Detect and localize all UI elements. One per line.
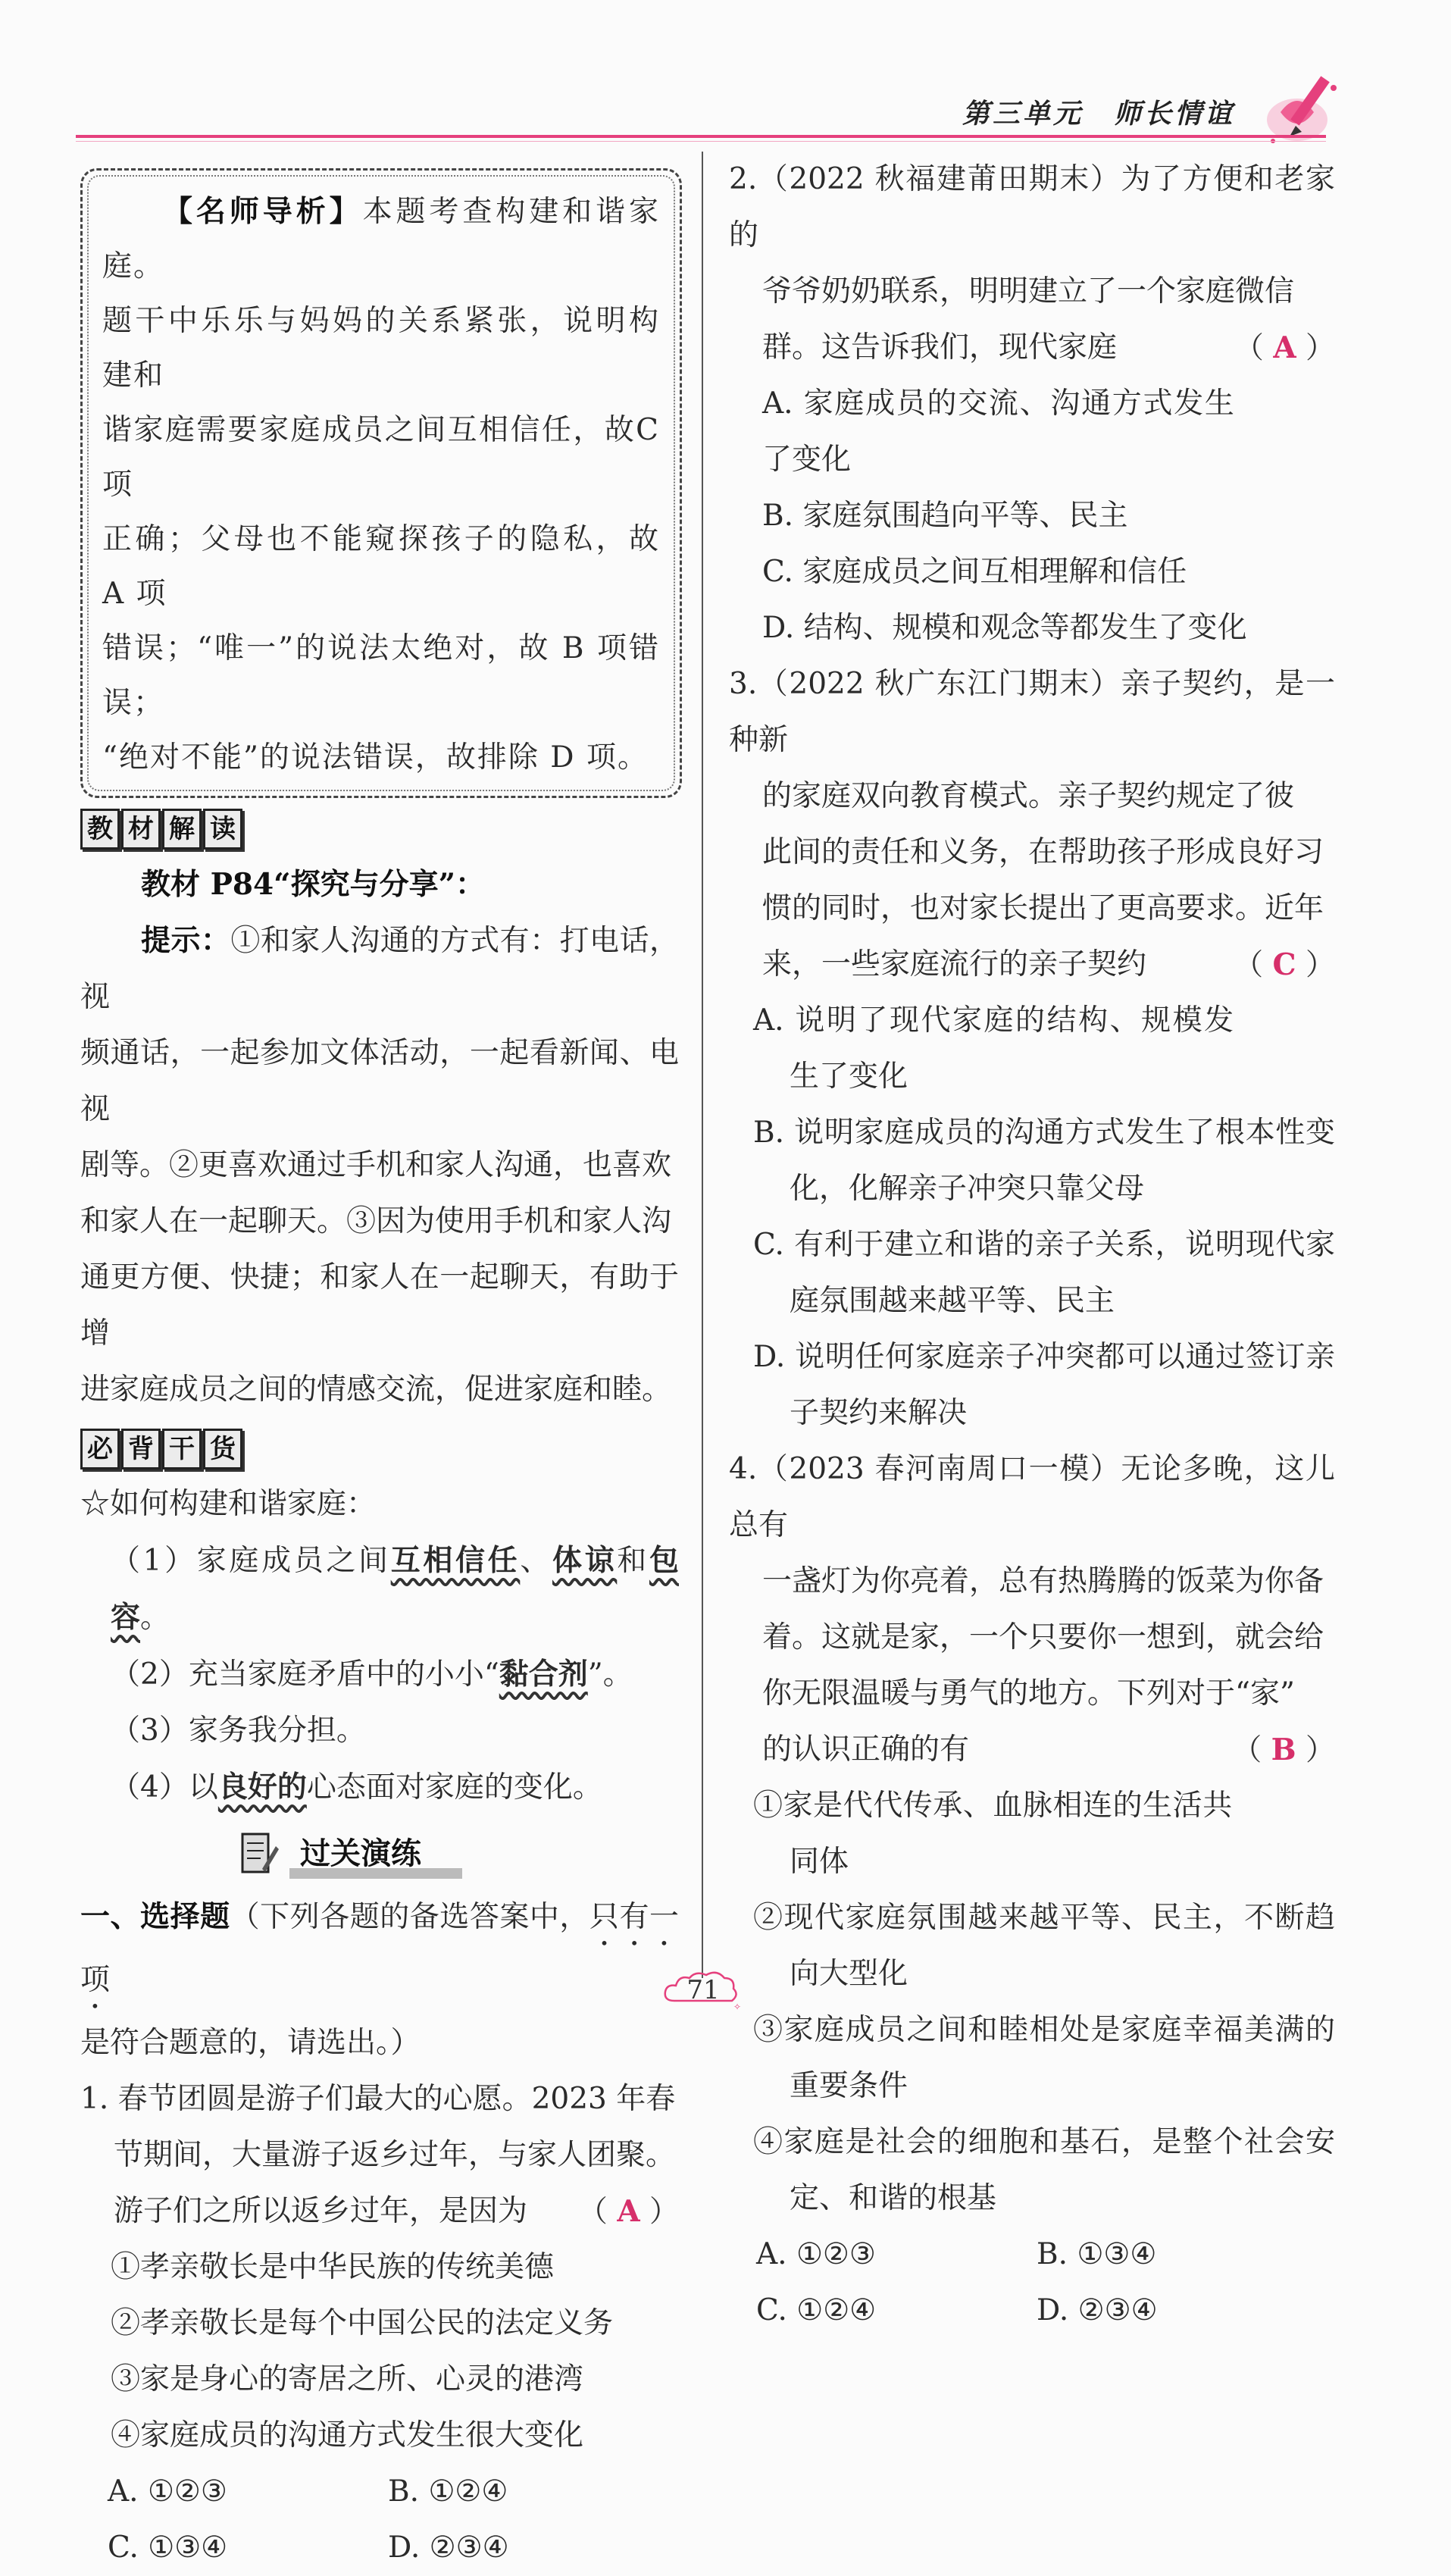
textbook-title: 教材 P84“探究与分享”： <box>141 867 486 902</box>
unit-title: 师长情谊 <box>1114 98 1236 130</box>
question-2: 2.（2022 秋福建莆田期末）为了方便和老家的 爷爷奶奶联系，明明建立了一个家庭微信 群。这告诉我们，现代家庭 （ A ） A. 家庭成员的交流、沟通方式发生了变化 B. 家庭氛围趋向平等、民主 C. 家庭成员之间互相理解和信任 D. 结构、规模和观念等都发生了变化 <box>729 162 1335 645</box>
column-divider <box>702 152 703 1978</box>
must-know-item: （3）家务我分担。 <box>111 1714 366 1748</box>
choice-a: A. ①②③ <box>756 2237 876 2271</box>
unit-label: 第三单元 <box>962 98 1084 130</box>
page-number: ✧ 71 <box>658 1967 749 2013</box>
header-rule-thin <box>76 141 1326 142</box>
question-3: 3.（2022 秋广东江门期末）亲子契约，是一种新 的家庭双向教育模式。亲子契约规定了彼 此间的责任和义务，在帮助孩子形成良好习 惯的同时，也对家长提出了更高要求。近年 来，一些家庭流行的亲子契约 （ C ） A. 说明了现代家庭的结构、规模发生了变化 B. 说明家庭成员的沟通方式发生了根本性变化，化解亲子冲突只靠父母 C. 有利于建立和谐的亲子关系，说明现代家庭氛围越来越平等、民主 D. 说明任何家庭亲子冲突都可以通过签订亲子契约来解决 <box>729 667 1335 1430</box>
must-know-item: （4）以良好的心态面对家庭的变化。 <box>111 1770 602 1804</box>
must-know-tag: 必 背 干 货 <box>80 1429 244 1470</box>
section-instruction: 一、选择题（下列各题的备选答案中，只有一项 <box>80 1899 679 1997</box>
answer-badge: （ B ） <box>1232 1732 1335 1767</box>
must-know-heading: ☆如何构建和谐家庭： <box>80 1487 377 1521</box>
question-4: 4.（2023 春河南周口一模）无论多晚，这儿总有 一盏灯为你亮着，总有热腾腾的饭菜为你备 着。这就是家，一个只要你一想到，就会给 你无限温暖与勇气的地方。下列对于“家” 的认识正确的有 （ B ） ①家是代代传承、血脉相连的生活共同体 ②现代家庭氛围越来越平等、民主，不断趋向大型化 ③家庭成员之间和睦相处是家庭幸福美满的重要条件 ④家庭是社会的细胞和基石，是整个社会安定、和谐的根基 A. ①②③ B. ①③④ C. ①②④ D. ②③④ <box>729 1441 1335 2339</box>
must-know-item: （2）充当家庭矛盾中的小小“黏合剂”。 <box>111 1657 633 1692</box>
answer-choices <box>729 2227 1335 2283</box>
choice-d: D. ②③④ <box>388 2531 509 2565</box>
question-1: 1. 春节团圆是游子们最大的心愿。2023 年春 节期间，大量游子返乡过年，与家人团聚。 游子们之所以返乡过年，是因为 （ A ） ①孝亲敬长是中华民族的传统美德 ②孝亲敬长是每个中国公民的法定义务 ③家是身心的寄居之所、心灵的港湾 ④家庭成员的沟通方式发生很大变化 A. ①②③ B. ①②④ C. ①③④ D. ②③④ <box>80 2071 679 2576</box>
answer-badge: （ A ） <box>577 2194 679 2229</box>
page-header <box>962 92 1235 131</box>
answer-choices <box>80 2464 679 2520</box>
practice-heading <box>239 1823 679 1884</box>
teacher-analysis-box: 【名师导析】本题考查构建和谐家庭。 题干中乐乐与妈妈的关系紧张，说明构建和 谐家庭需要家庭成员之间互相信任，故C项 正确；父母也不能窥探孩子的隐私，故 A 项 错误；“唯一”的说法太绝对，故 B 项错误； “绝对不能”的说法错误，故排除 D 项。 <box>80 168 682 798</box>
choice-d: D. ②③④ <box>1037 2293 1158 2327</box>
choice-c: C. ①③④ <box>108 2531 228 2565</box>
header-rule <box>76 135 1326 138</box>
left-column: 【名师导析】本题考查构建和谐家庭。 题干中乐乐与妈妈的关系紧张，说明构建和 谐家庭需要家庭成员之间互相信任，故C项 正确；父母也不能窥探孩子的隐私，故 A 项 错误；“唯一”的说法太绝对，故 B 项错误； “绝对不能”的说法错误，故排除 D 项。 教 材 解 读 教材 P84“探究与分享”： 提示：①和家人沟通的方式有：打电话，视 频通话，一起参加文体活动，一起看新闻、电视 剧等。②更喜欢通过手机和家人沟通，也喜欢 和家人在一起聊天。③因为使用手机和家人沟 通更方便、快捷；和家人在一起聊天，有助于增 进家庭成员之间的情感交流，促进家庭和睦。 必 背 干 货 ☆如何构建和谐家庭： （1）家庭成员之间互相信任、体谅和包容。 （2）充当家庭矛盾中的小小“黏合剂”。 （3）家务我分担。 （4）以良好的心态面对家庭的变化。 过关演练 一、选择题（下列各题的备选答案中，只有一项 是符合题意的，请选出。） 1. 春节团圆是游子们最大的心愿。2023 年春 节期间，大量游子返乡过年，与家人团聚。 游子们之所以返乡过年，是因为 （ A ） ①孝亲敬长是中华民族的传统美德 ②孝亲敬长是每个中国公民的法定义务 ③家是身心的寄居之所、心灵的港湾 ④家庭成员的沟通方式发生很大变化 A. ①②③ B. ①②④ C. ①③④ D. ②③④ <box>80 152 679 2576</box>
tip-label: 【名师导析】 <box>163 194 363 229</box>
textbook-hint: 提示：①和家人沟通的方式有：打电话，视 <box>80 923 679 1014</box>
choice-c: C. ①②④ <box>756 2293 877 2327</box>
choice-b: B. ①②④ <box>388 2474 508 2509</box>
notebook-pencil-icon <box>239 1831 279 1876</box>
svg-text:✧: ✧ <box>733 2002 742 2012</box>
right-column <box>729 152 1335 2339</box>
textbook-reading-tag: 教 材 解 读 <box>80 809 244 850</box>
practice-title: 过关演练 <box>289 1826 432 1882</box>
answer-badge: （ A ） <box>1234 330 1335 365</box>
answer-choices <box>729 2283 1335 2339</box>
must-know-item: （1）家庭成员之间互相信任、体谅和包容。 <box>111 1543 679 1635</box>
choice-b: B. ①③④ <box>1037 2237 1157 2271</box>
answer-badge: （ C ） <box>1234 947 1335 982</box>
answer-choices <box>80 2520 679 2576</box>
choice-a: A. ①②③ <box>108 2474 227 2509</box>
